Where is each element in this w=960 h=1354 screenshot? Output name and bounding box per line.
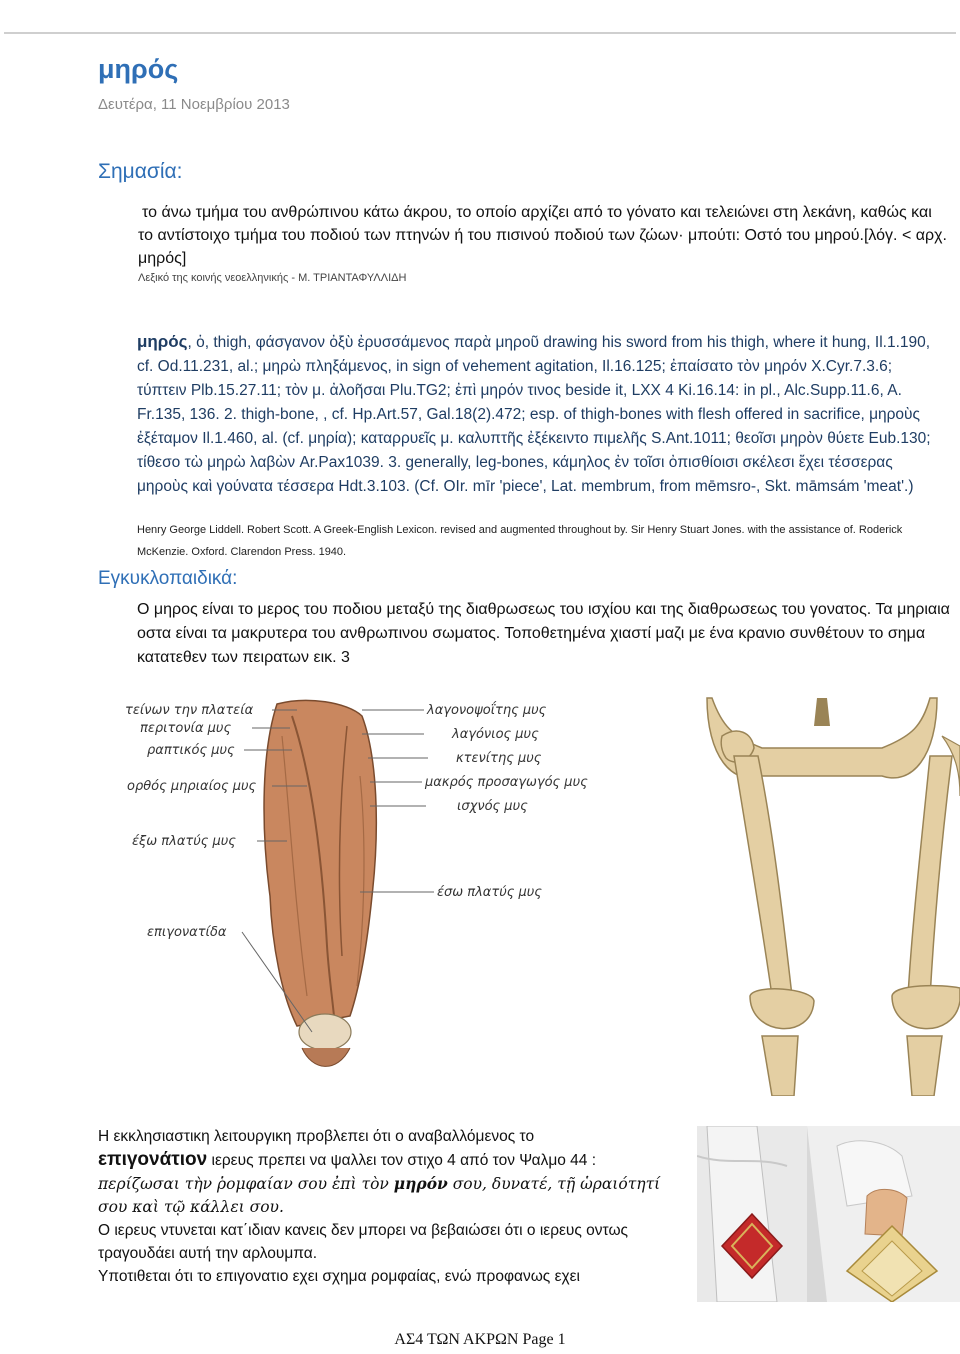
lsj-citation: Henry George Liddell. Robert Scott. A Greek-English Lexicon. revised and augmented throughout by. Sir Henry Stuart Jones. with the assistance of. Roderick McKenzie. Oxford. Clarendon Press. 1940.	[137, 524, 903, 558]
encyclopedia-heading: Εγκυκλοπαιδικά:	[98, 568, 238, 589]
liturgical-paragraph	[98, 1125, 683, 1288]
label-vastus-lateralis: έξω πλατύς μυς	[132, 834, 236, 849]
post-date: Δευτέρα, 11 Νοεμβρίου 2013	[98, 96, 290, 113]
lsj-body: , ὁ, thigh, φάσγανον ὀξὺ ἐρυσσάμενος παρὰ μηροῦ drawing his sword from his thigh, where it hung, Il.1.190, cf. Od.11.231, al.; μηρὼ πληξάμενος, in sign of vehement agitation, Il.16.125; ἐπαίσατο τὸν μηρόν X.Cyr.7.3.6; τύπτειν Plb.15.27.11; τὸν μ. ἀλοῆσαι Plu.TG2; ἐπὶ μηρόν τινος beside it, LXX 4 Ki.16.14: in pl., Alc.Supp.11.6, A. Fr.135, 136. 2. thigh-bone, , cf. Hp.Art.57, Gal.18(2).472; esp. of thigh-bones with flesh offered in sacrifice, μηροὺς ἐξέταμον Il.1.460, al. (cf. μηρία); καταρρυεῖς μ. καλυπτῆς ἐξέκειντο πιμελῆς S.Ant.1011; θεοῖσι μηρὸν θύετε Eub.130; τίθεσο τὼ μηρὼ λαβὼν Ar.Pax1039. 3. generally, leg-bones, κάμηλος ἐν τοῖσι ὀπισθίοισι σκέλεσι ἔχει τέσσερας μηροὺς καὶ γούνατα τέσσερα Hdt.3.103. (Cf. OIr. mīr 'piece', Lat. membrum, from mēmsro-, Skt. māmsám 'meat'.)	[137, 334, 931, 495]
top-divider	[4, 32, 956, 34]
church-line-3: Ο ιερευς ντυνεται κατ΄ιδιαν κανεις δεν μπορει να βεβαιώσει ότι ο ιερευς οντως τραγουδάει αυτή την αρλουμπα.	[98, 1222, 629, 1262]
thigh-muscle-illustration	[264, 700, 376, 1066]
post-title: μηρός	[98, 54, 179, 84]
psalm-quote: περίζωσαι τὴν ῥομφαίαν σου ἐπὶ τὸν μηρόν σου, δυνατέ, τῇ ὡραιότητί σου καὶ τῷ κάλλει σου.	[98, 1174, 661, 1216]
label-vastus-medialis: έσω πλατύς μυς	[437, 885, 542, 900]
meaning-source: Λεξικό της κοινής νεοελληνικής - Μ. ΤΡΙΑΝΤΑΦΥΛΛΙΔΗ	[138, 272, 407, 284]
femur-bones-illustration	[707, 698, 960, 1096]
label-fascia: περιτονία μυς	[140, 721, 232, 736]
meaning-text	[138, 201, 948, 270]
label-iliacus: λαγόνιος μυς	[452, 727, 539, 742]
label-adductor-longus: μακρός προσαγωγός μυς	[425, 775, 588, 790]
church-line-2: επιγονάτιον ιερευς πρεπει να ψαλλει τον στιχο 4 από τον Ψαλμο 44 :	[98, 1149, 597, 1170]
encyclopedia-text: Ο μηρος είναι το μερος του ποδιου μεταξύ της διαθρωσεως του ισχίου και της διαθρωσεως του γονατος. Τα μηριαια οστα είναι τα μακρυτερα του ανθρωπινου σωματος. Τοποθετημένα χιαστί μαζι με ένα κρανιο συνθέτουν το σημα κατατεθεν των πειρατων εικ. 3	[137, 601, 950, 666]
meaning-body: το άνω τμήμα του ανθρώπινου κάτω άκρου, το οποίο αρχίζει από το γόνατο και τελειώνει στη λεκάνη, καθώς και το αντίστοιχο τμήμα του ποδιού των πτηνών ή του πισινού ποδιού των ζώων· μπούτι: Οστό του μηρού.[λόγ. < αρχ. μηρός]	[138, 204, 947, 267]
lsj-headword: μηρός	[137, 332, 188, 351]
label-pectineus: κτενίτης μυς	[456, 751, 542, 766]
meaning-heading: Σημασία:	[98, 160, 183, 183]
thigh-anatomy-figure	[122, 696, 960, 1096]
page-footer: ΑΣ4 ΤΩΝ ΑΚΡΩΝ Page 1	[394, 1331, 566, 1348]
label-gracilis: ισχνός μυς	[457, 799, 528, 814]
label-iliopsoas: λαγονοψοΐτης μυς	[427, 703, 547, 718]
lsj-entry	[137, 330, 945, 499]
label-tensor-fasciae: τείνων την πλατεία	[125, 703, 254, 718]
church-line-1: Η εκκλησιαστικη λειτουργικη προβλεπει ότι ο αναβαλλόμενος το	[98, 1128, 535, 1145]
epigonation-word: επιγονάτιον	[98, 1149, 208, 1170]
label-rectus-femoris: ορθός μηριαίος μυς	[127, 779, 257, 794]
label-sartorius: ραπτικός μυς	[147, 743, 235, 758]
label-patella: επιγονατίδα	[147, 925, 227, 940]
epigonation-photo	[697, 1126, 960, 1302]
church-line-4: Υποτιθεται ότι το επιγονατιο εχει σχημα ρομφαίας, ενώ προφανως εχει	[98, 1268, 580, 1285]
